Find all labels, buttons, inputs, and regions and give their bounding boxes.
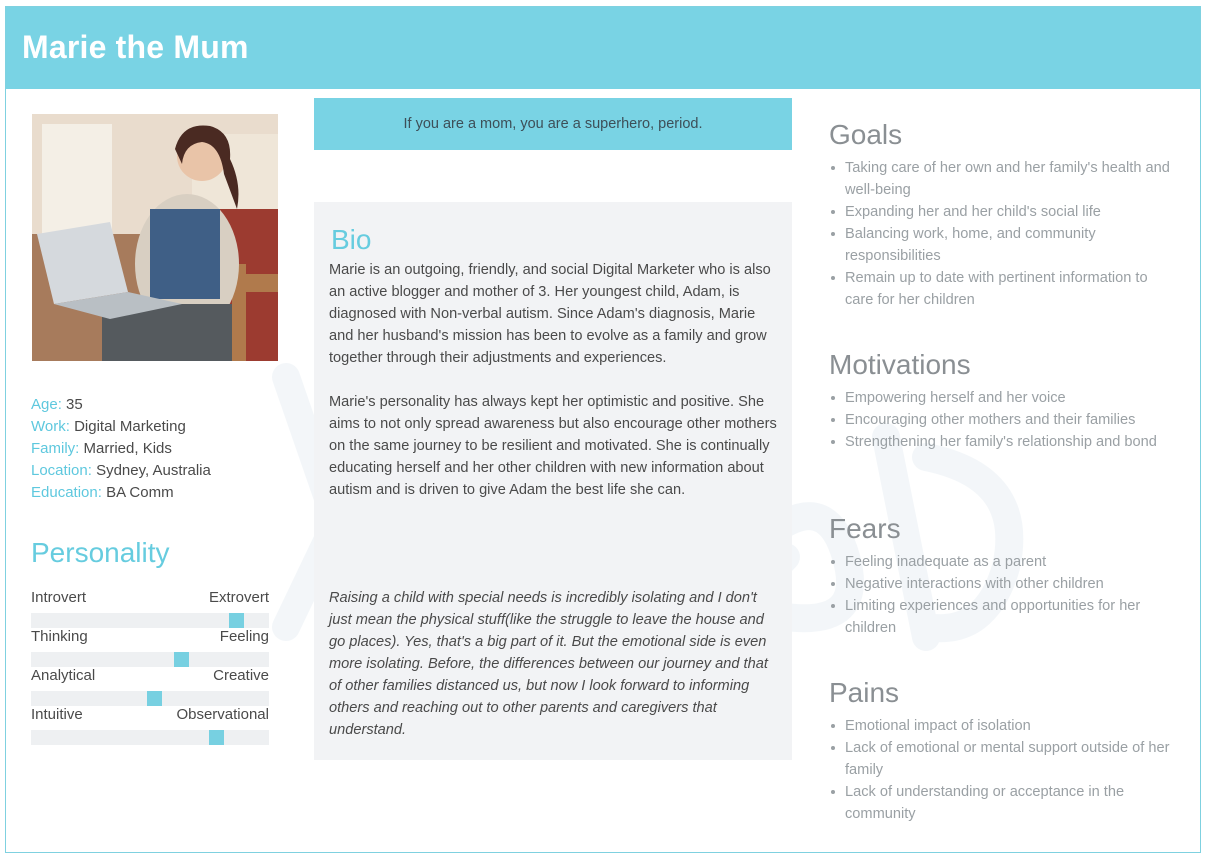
trait-slider-knob bbox=[209, 730, 224, 745]
trait-intuitive-observational bbox=[31, 706, 269, 745]
fears-section bbox=[829, 513, 1179, 639]
fear-item: Feeling inadequate as a parent bbox=[829, 551, 1179, 573]
pains-section bbox=[829, 677, 1179, 825]
trait-left-label: Intuitive bbox=[31, 706, 83, 723]
trait-slider-track bbox=[31, 691, 269, 706]
trait-slider-knob bbox=[147, 691, 162, 706]
pain-item: Lack of understanding or acceptance in the community bbox=[829, 781, 1179, 825]
trait-left-label: Thinking bbox=[31, 628, 88, 645]
page-title: Marie the Mum bbox=[22, 29, 249, 65]
trait-introvert-extrovert bbox=[31, 589, 269, 628]
trait-thinking-feeling bbox=[31, 628, 269, 667]
pain-item: Lack of emotional or mental support outside of her family bbox=[829, 737, 1179, 781]
trait-slider-knob bbox=[229, 613, 244, 628]
goal-item: Balancing work, home, and community responsibilities bbox=[829, 223, 1179, 267]
bio-title: Bio bbox=[331, 224, 372, 255]
trait-slider-track bbox=[31, 613, 269, 628]
fear-item: Limiting experiences and opportunities for her children bbox=[829, 595, 1179, 639]
trait-slider-track bbox=[31, 652, 269, 667]
goal-item: Taking care of her own and her family's health and well-being bbox=[829, 157, 1179, 201]
trait-left-label: Introvert bbox=[31, 589, 87, 606]
fears-title: Fears bbox=[829, 513, 901, 544]
family-row: Family: Married, Kids bbox=[31, 440, 172, 457]
pains-title: Pains bbox=[829, 677, 900, 708]
trait-slider-knob bbox=[174, 652, 189, 667]
motivations-section bbox=[829, 349, 1179, 453]
motivation-item: Encouraging other mothers and their families bbox=[829, 409, 1179, 431]
goals-title: Goals bbox=[829, 119, 903, 150]
trait-left-label: Analytical bbox=[31, 667, 96, 684]
trait-right-label: Observational bbox=[176, 706, 269, 723]
trait-right-label: Creative bbox=[213, 667, 269, 684]
personality-title: Personality bbox=[31, 537, 170, 568]
header-bar bbox=[6, 7, 1200, 89]
pain-item: Emotional impact of isolation bbox=[829, 715, 1179, 737]
trait-slider-track bbox=[31, 730, 269, 745]
motivations-title: Motivations bbox=[829, 349, 971, 380]
education-row: Education: BA Comm bbox=[31, 484, 174, 501]
fear-item: Negative interactions with other children bbox=[829, 573, 1179, 595]
goals-section bbox=[829, 119, 1179, 311]
trait-analytical-creative bbox=[31, 667, 269, 706]
persona-card bbox=[5, 6, 1201, 853]
bio-text bbox=[329, 259, 781, 523]
quote-banner: If you are a mom, you are a superhero, period. bbox=[314, 98, 792, 150]
profile-info bbox=[31, 394, 211, 504]
goal-item: Expanding her and her child's social life bbox=[829, 201, 1179, 223]
trait-right-label: Feeling bbox=[219, 628, 269, 645]
bio-quote: Raising a child with special needs is incredibly isolating and I don't just mean the physical stuff(like the struggle to leave the house and go places). Yes, that's a big part of it. But the emotional side is even more isolating. Before, the differences between our journey and that of other families distanced us, but now I look forward to informing others and reaching out to other parents and caregivers that understand. bbox=[329, 590, 768, 738]
bio-paragraph-2: Marie's personality has always kept her optimistic and positive. She aims to not only spread awareness but also encourage other mothers on the same journey to be resilient and motivated. She is continually educating herself and her other children with new information about autism and is driven to give Adam the best life she can. bbox=[329, 394, 777, 498]
motivation-item: Empowering herself and her voice bbox=[829, 387, 1179, 409]
bio-paragraph-1: Marie is an outgoing, friendly, and social Digital Marketer who is also an active blogger and mother of 3. Her youngest child, Adam, is diagnosed with Non-verbal autism. Since Adam's diagnosis, Marie and her husband's mission has been to evolve as a family and grow together through their adjustments and experiences. bbox=[329, 262, 771, 366]
location-row: Location: Sydney, Australia bbox=[31, 462, 211, 479]
motivation-item: Strengthening her family's relationship and bond bbox=[829, 431, 1179, 453]
bio-card bbox=[314, 202, 792, 760]
goal-item: Remain up to date with pertinent information to care for her children bbox=[829, 267, 1179, 311]
profile-photo bbox=[32, 114, 278, 361]
age-row: Age: 35 bbox=[31, 396, 83, 413]
trait-right-label: Extrovert bbox=[208, 589, 269, 606]
work-row: Work: Digital Marketing bbox=[31, 418, 186, 435]
